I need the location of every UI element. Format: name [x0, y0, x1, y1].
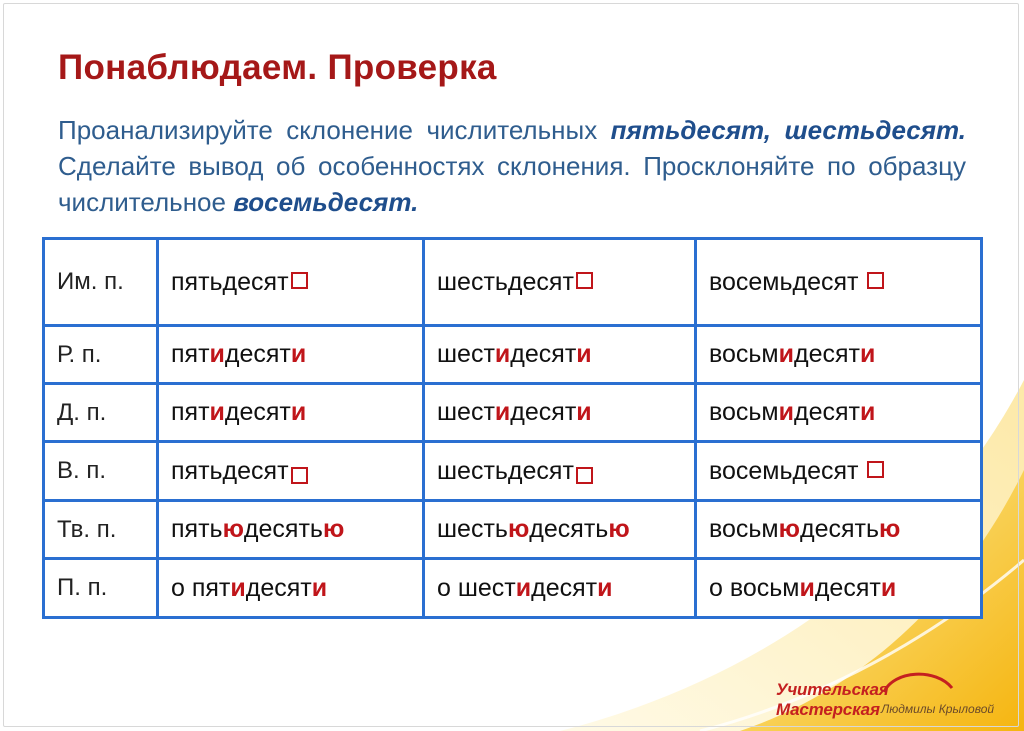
word-part: восемьдесят — [709, 456, 866, 485]
zero-ending-icon — [576, 272, 593, 289]
word-part: десят — [814, 573, 881, 602]
zero-ending-icon — [576, 467, 593, 484]
declension-table — [42, 237, 983, 619]
word-part: десят — [510, 340, 577, 368]
word-form-cell — [158, 442, 424, 501]
word-form-cell — [696, 442, 982, 501]
table-row — [44, 442, 982, 501]
word-part: шесть — [437, 515, 508, 543]
word-part: десять — [243, 515, 323, 543]
word-part: десят — [245, 573, 312, 602]
case-label: В. п. — [44, 442, 158, 501]
word-form-cell — [424, 442, 696, 501]
highlighted-ending: ю — [879, 515, 901, 543]
word-part: восьм — [709, 398, 779, 426]
highlighted-ending: и — [799, 573, 815, 602]
word-form-cell — [158, 326, 424, 384]
highlighted-ending: ю — [222, 515, 244, 543]
word-part: о шест — [437, 573, 516, 602]
highlighted-ending: и — [859, 340, 876, 368]
logo-subtitle: Людмилы Крыловой — [881, 702, 995, 716]
word-form-cell — [158, 501, 424, 559]
highlighted-ending: и — [859, 398, 876, 426]
word-part: десят — [224, 398, 291, 426]
word-part: восьм — [709, 515, 779, 543]
word-part: восьм — [709, 340, 779, 368]
word-form-cell — [696, 239, 982, 326]
highlighted-ending: и — [576, 340, 592, 368]
slide-title: Понаблюдаем. Проверка — [58, 48, 497, 87]
word-part: шест — [437, 340, 495, 368]
case-label: П. п. — [44, 559, 158, 618]
intro-text-2: Сделайте вывод об особенностях склонения. Просклоняйте по образцу числительное — [58, 151, 966, 217]
word-part: десять — [799, 515, 879, 543]
word-part: о пят — [171, 573, 231, 602]
word-part: пять — [171, 515, 223, 543]
case-label: Тв. п. — [44, 501, 158, 559]
table-row — [44, 559, 982, 618]
word-part: шестьдесят — [437, 456, 574, 485]
word-form-cell — [696, 326, 982, 384]
table-row — [44, 501, 982, 559]
highlighted-ending: и — [209, 398, 225, 426]
word-form-cell — [696, 559, 982, 618]
task-instructions — [58, 112, 966, 220]
highlighted-ending: и — [494, 340, 511, 368]
word-form-cell — [424, 559, 696, 618]
highlighted-ending: и — [311, 573, 328, 602]
intro-target-numeral: восемьдесят. — [233, 187, 419, 217]
case-label: Им. п. — [44, 239, 158, 326]
intro-text-1: Проанализируйте склонение числительных — [58, 115, 611, 145]
word-form-cell — [424, 326, 696, 384]
highlighted-ending: ю — [322, 515, 345, 543]
highlighted-ending: и — [576, 398, 592, 426]
case-label: Д. п. — [44, 384, 158, 442]
word-part: десят — [510, 398, 577, 426]
highlighted-ending: и — [290, 340, 307, 368]
word-part: пят — [171, 398, 210, 426]
table-row — [44, 239, 982, 326]
word-form-cell — [158, 239, 424, 326]
highlighted-ending: и — [778, 340, 794, 368]
word-part: десять — [529, 515, 609, 543]
word-part: десят — [794, 340, 860, 368]
word-part: пятьдесят — [171, 267, 289, 296]
highlighted-ending: и — [290, 398, 307, 426]
publisher-logo — [776, 666, 996, 718]
word-part: десят — [794, 398, 860, 426]
zero-ending-icon — [867, 461, 884, 478]
word-part: о восьм — [709, 573, 800, 602]
word-form-cell — [424, 501, 696, 559]
word-form-cell — [158, 559, 424, 618]
case-label: Р. п. — [44, 326, 158, 384]
highlighted-ending: и — [778, 398, 794, 426]
highlighted-ending: ю — [778, 515, 800, 543]
zero-ending-icon — [291, 272, 308, 289]
intro-numerals-emphasis: пятьдесят, шестьдесят. — [610, 115, 967, 145]
highlighted-ending: и — [209, 340, 225, 368]
zero-ending-icon — [867, 272, 884, 289]
word-part: десят — [224, 340, 291, 368]
word-form-cell — [696, 384, 982, 442]
table-row — [44, 384, 982, 442]
highlighted-ending: ю — [608, 515, 630, 543]
highlighted-ending: и — [494, 398, 511, 426]
word-form-cell — [696, 501, 982, 559]
highlighted-ending: и — [597, 573, 613, 602]
word-form-cell — [424, 384, 696, 442]
word-part: пят — [171, 340, 210, 368]
logo-title: Учительская Мастерская — [776, 680, 889, 719]
word-form-cell — [158, 384, 424, 442]
word-part: пятьдесят — [171, 456, 289, 485]
table-row — [44, 326, 982, 384]
word-part: десят — [531, 573, 598, 602]
word-form-cell — [424, 239, 696, 326]
highlighted-ending: и — [880, 573, 897, 602]
highlighted-ending: и — [230, 573, 246, 602]
word-part: шестьдесят — [437, 267, 574, 296]
zero-ending-icon — [291, 467, 308, 484]
word-part: шест — [437, 398, 495, 426]
highlighted-ending: и — [515, 573, 532, 602]
word-part: восемьдесят — [709, 267, 866, 296]
highlighted-ending: ю — [507, 515, 530, 543]
